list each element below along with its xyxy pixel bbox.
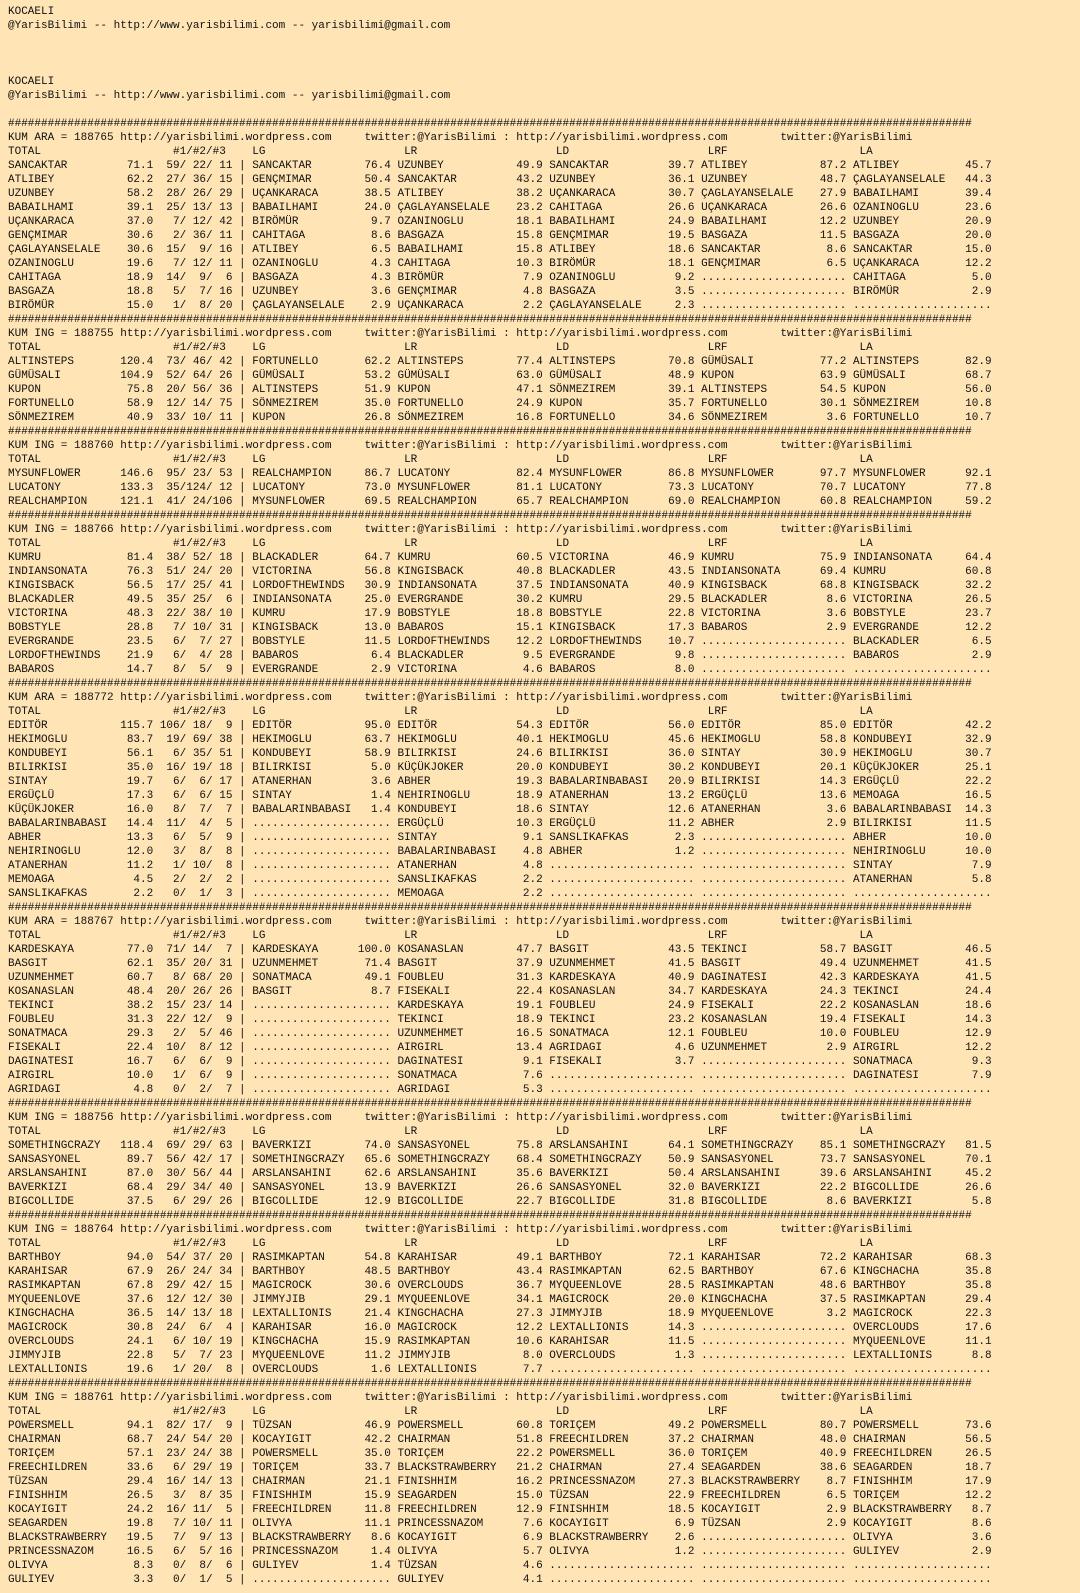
- table-row: SOMETHINGCRAZY 118.4 69/ 29/ 63 | BAVERKIZI 74.0 SANSASYONEL 75.8 ARSLANSAHINI 64.1 SOMETHINGCRAZY 85.1 SOMETHINGCRAZY 81.5: [8, 1140, 992, 1152]
- race-id: KUM ARA = 188767: [8, 916, 121, 928]
- race-id: KUM ARA = 188772: [8, 692, 121, 704]
- table-row: KUMRU 81.4 38/ 52/ 18 | BLACKADLER 64.7 KUMRU 60.5 VICTORINA 46.9 KUMRU 75.9 INDIANSONATA 64.4: [8, 552, 992, 564]
- table-header-row: TOTAL #1/#2/#3 LG LR LD LRF LA: [8, 1406, 873, 1418]
- section-divider: ##################################################################################################################################################: [8, 118, 972, 130]
- blog-link: http://yarisbilimi.wordpress.com: [120, 1224, 365, 1236]
- race-id: KUM ING = 188764: [8, 1224, 121, 1236]
- twitter-link: twitter:@YarisBilimi : http://yarisbilimi.wordpress.com twitter:@YarisBilimi: [364, 440, 913, 452]
- blog-link: http://yarisbilimi.wordpress.com: [120, 328, 365, 340]
- contact-line: @YarisBilimi -- http://www.yarisbilimi.com -- yarisbilimi@gmail.com: [8, 90, 451, 102]
- table-row: HEKIMOGLU 83.7 19/ 69/ 38 | HEKIMOGLU 63.7 HEKIMOGLU 40.1 HEKIMOGLU 45.6 HEKIMOGLU 58.8 KONDUBEYI 32.9: [8, 734, 992, 746]
- race-header: [8, 439, 1072, 453]
- table-row: FOUBLEU 31.3 22/ 12/ 9 | ..................... TEKINCI 18.9 TEKINCI 23.2 KOSANASLAN 19.4 FISEKALI 14.3: [8, 1014, 992, 1026]
- table-row: LORDOFTHEWINDS 21.9 6/ 4/ 28 | BABAROS 6.4 BLACKADLER 9.5 EVERGRANDE 9.8 ...................... BABAROS 2.9: [8, 650, 992, 662]
- table-header-row: TOTAL #1/#2/#3 LG LR LD LRF LA: [8, 930, 873, 942]
- table-row: FREECHILDREN 33.6 6/ 29/ 19 | TORIÇEM 33.7 BLACKSTRAWBERRY 21.2 CHAIRMAN 27.4 SEAGARDEN 38.6 SEAGARDEN 18.7: [8, 1462, 992, 1474]
- table-row: KOSANASLAN 48.4 20/ 26/ 26 | BASGIT 8.7 FISEKALI 22.4 KOSANASLAN 34.7 KARDESKAYA 24.3 TEKINCI 24.4: [8, 986, 992, 998]
- table-row: INDIANSONATA 76.3 51/ 24/ 20 | VICTORINA 56.8 KINGISBACK 40.8 BLACKADLER 43.5 INDIANSONATA 69.4 KUMRU 60.8: [8, 566, 992, 578]
- table-row: MYSUNFLOWER 146.6 95/ 23/ 53 | REALCHAMPION 86.7 LUCATONY 82.4 MYSUNFLOWER 86.8 MYSUNFLOWER 97.7 MYSUNFLOWER 92.1: [8, 468, 992, 480]
- race-header: [8, 915, 1072, 929]
- table-row: OVERCLOUDS 24.1 6/ 10/ 19 | KINGCHACHA 15.9 RASIMKAPTAN 10.6 KARAHISAR 11.5 ...................... MYQUEENLOVE 11.1: [8, 1336, 992, 1348]
- table-row: BASGIT 62.1 35/ 20/ 31 | UZUNMEHMET 71.4 BASGIT 37.9 UZUNMEHMET 41.5 BASGIT 49.4 UZUNMEHMET 41.5: [8, 958, 992, 970]
- blog-link: http://yarisbilimi.wordpress.com: [120, 916, 365, 928]
- twitter-link: twitter:@YarisBilimi : http://yarisbilimi.wordpress.com twitter:@YarisBilimi: [364, 1392, 913, 1404]
- race-header: [8, 1223, 1072, 1237]
- contact-line: @YarisBilimi -- http://www.yarisbilimi.com -- yarisbilimi@gmail.com: [8, 20, 451, 32]
- table-row: KARAHISAR 67.9 26/ 24/ 34 | BARTHBOY 48.5 BARTHBOY 43.4 RASIMKAPTAN 62.5 BARTHBOY 67.6 KINGCHACHA 35.8: [8, 1266, 992, 1278]
- table-row: LEXTALLIONIS 19.6 1/ 20/ 8 | OVERCLOUDS 1.6 LEXTALLIONIS 7.7 ...................... ...................... .....................: [8, 1364, 992, 1376]
- table-row: MAGICROCK 30.8 24/ 6/ 4 | KARAHISAR 16.0 MAGICROCK 12.2 LEXTALLIONIS 14.3 ...................... OVERCLOUDS 17.6: [8, 1322, 992, 1334]
- race-id: KUM ING = 188766: [8, 524, 121, 536]
- table-row: UZUNBEY 58.2 28/ 26/ 29 | UÇANKARACA 38.5 ATLIBEY 38.2 UÇANKARACA 30.7 ÇAGLAYANSELALE 27.9 BABAILHAMI 39.4: [8, 188, 992, 200]
- city-title: KOCAELI: [8, 6, 55, 18]
- table-header-row: TOTAL #1/#2/#3 LG LR LD LRF LA: [8, 146, 873, 158]
- table-row: EVERGRANDE 23.5 6/ 7/ 27 | BOBSTYLE 11.5 LORDOFTHEWINDS 12.2 LORDOFTHEWINDS 10.7 ...................... BLACKADLER 6.5: [8, 636, 992, 648]
- table-row: BASGAZA 18.8 5/ 7/ 16 | UZUNBEY 3.6 GENÇMIMAR 4.8 BASGAZA 3.5 ...................... BIRÖMÜR 2.9: [8, 286, 992, 298]
- table-row: KOCAYIGIT 24.2 16/ 11/ 5 | FREECHILDREN 11.8 FREECHILDREN 12.9 FINISHHIM 18.5 KOCAYIGIT 2.9 BLACKSTRAWBERRY 8.7: [8, 1504, 992, 1516]
- table-row: FISEKALI 22.4 10/ 8/ 12 | ..................... AIRGIRL 13.4 AGRIDAGI 4.6 UZUNMEHMET 2.9 AIRGIRL 12.2: [8, 1042, 992, 1054]
- twitter-link: twitter:@YarisBilimi : http://yarisbilimi.wordpress.com twitter:@YarisBilimi: [364, 1224, 913, 1236]
- table-row: OZANINOGLU 19.6 7/ 12/ 11 | OZANINOGLU 4.3 CAHITAGA 10.3 BIRÖMÜR 18.1 GENÇMIMAR 6.5 UÇANKARACA 12.2: [8, 258, 992, 270]
- table-row: KINGISBACK 56.5 17/ 25/ 41 | LORDOFTHEWINDS 30.9 INDIANSONATA 37.5 INDIANSONATA 40.9 KINGISBACK 68.8 KINGISBACK 32.2: [8, 580, 992, 592]
- section-divider: ##################################################################################################################################################: [8, 1098, 972, 1110]
- table-header-row: TOTAL #1/#2/#3 LG LR LD LRF LA: [8, 1126, 873, 1138]
- race-header: [8, 523, 1072, 537]
- blog-link: http://yarisbilimi.wordpress.com: [120, 1112, 365, 1124]
- table-row: AGRIDAGI 4.8 0/ 2/ 7 | ..................... AGRIDAGI 5.3 ...................... ...................... .....................: [8, 1084, 992, 1096]
- race-header: [8, 691, 1072, 705]
- table-row: POWERSMELL 94.1 82/ 17/ 9 | TÜZSAN 46.9 POWERSMELL 60.8 TORIÇEM 49.2 POWERSMELL 80.7 POWERSMELL 73.6: [8, 1420, 992, 1432]
- table-row: FORTUNELLO 58.9 12/ 14/ 75 | SÖNMEZIREM 35.0 FORTUNELLO 24.9 KUPON 35.7 FORTUNELLO 30.1 SÖNMEZIREM 10.8: [8, 398, 992, 410]
- twitter-link: twitter:@YarisBilimi : http://yarisbilimi.wordpress.com twitter:@YarisBilimi: [364, 916, 913, 928]
- table-row: DAGINATESI 16.7 6/ 6/ 9 | ..................... DAGINATESI 9.1 FISEKALI 3.7 ...................... SONATMACA 9.3: [8, 1056, 992, 1068]
- race-header: [8, 131, 1072, 145]
- table-row: FINISHHIM 26.5 3/ 8/ 35 | FINISHHIM 15.9 SEAGARDEN 15.0 TÜZSAN 22.9 FREECHILDREN 6.5 TORIÇEM 12.2: [8, 1490, 992, 1502]
- section-divider: ##################################################################################################################################################: [8, 510, 972, 522]
- table-row: KUPON 75.8 20/ 56/ 36 | ALTINSTEPS 51.9 KUPON 47.1 SÖNMEZIREM 39.1 ALTINSTEPS 54.5 KUPON 56.0: [8, 384, 992, 396]
- race-id: KUM ING = 188755: [8, 328, 121, 340]
- table-row: ATLIBEY 62.2 27/ 36/ 15 | GENÇMIMAR 50.4 SANCAKTAR 43.2 UZUNBEY 36.1 UZUNBEY 48.7 ÇAGLAYANSELALE 44.3: [8, 174, 992, 186]
- table-row: BILIRKISI 35.0 16/ 19/ 18 | BILIRKISI 5.0 KÜÇÜKJOKER 20.0 KONDUBEYI 30.2 KONDUBEYI 20.1 KÜÇÜKJOKER 25.1: [8, 762, 992, 774]
- race-header: [8, 327, 1072, 341]
- twitter-link: twitter:@YarisBilimi : http://yarisbilimi.wordpress.com twitter:@YarisBilimi: [364, 1112, 913, 1124]
- table-row: BIRÖMÜR 15.0 1/ 8/ 20 | ÇAGLAYANSELALE 2.9 UÇANKARACA 2.2 ÇAGLAYANSELALE 2.3 ...................... .....................: [8, 300, 992, 312]
- table-row: ARSLANSAHINI 87.0 30/ 56/ 44 | ARSLANSAHINI 62.6 ARSLANSAHINI 35.6 BAVERKIZI 50.4 ARSLANSAHINI 39.6 ARSLANSAHINI 45.2: [8, 1168, 992, 1180]
- table-row: GULIYEV 3.3 0/ 1/ 5 | ..................... GULIYEV 4.1 ...................... ...................... .....................: [8, 1574, 992, 1586]
- table-row: BLACKADLER 49.5 35/ 25/ 6 | INDIANSONATA 25.0 EVERGRANDE 30.2 KUMRU 29.5 BLACKADLER 8.6 VICTORINA 26.5: [8, 594, 992, 606]
- section-divider: ##################################################################################################################################################: [8, 314, 972, 326]
- table-row: BOBSTYLE 28.8 7/ 10/ 31 | KINGISBACK 13.0 BABAROS 15.1 KINGISBACK 17.3 BABAROS 2.9 EVERGRANDE 12.2: [8, 622, 992, 634]
- table-row: ÇAGLAYANSELALE 30.6 15/ 9/ 16 | ATLIBEY 6.5 BABAILHAMI 15.8 ATLIBEY 18.6 SANCAKTAR 8.6 SANCAKTAR 15.0: [8, 244, 992, 256]
- table-row: ALTINSTEPS 120.4 73/ 46/ 42 | FORTUNELLO 62.2 ALTINSTEPS 77.4 ALTINSTEPS 70.8 GÜMÜSALI 77.2 ALTINSTEPS 82.9: [8, 356, 992, 368]
- twitter-link: twitter:@YarisBilimi : http://yarisbilimi.wordpress.com twitter:@YarisBilimi: [364, 132, 913, 144]
- table-row: SINTAY 19.7 6/ 6/ 17 | ATANERHAN 3.6 ABHER 19.3 BABALARINBABASI 20.9 BILIRKISI 14.3 ERGÜÇLÜ 22.2: [8, 776, 992, 788]
- table-row: TORIÇEM 57.1 23/ 24/ 38 | POWERSMELL 35.0 TORIÇEM 22.2 POWERSMELL 36.0 TORIÇEM 40.9 FREECHILDREN 26.5: [8, 1448, 992, 1460]
- table-row: VICTORINA 48.3 22/ 38/ 10 | KUMRU 17.9 BOBSTYLE 18.8 BOBSTYLE 22.8 VICTORINA 3.6 BOBSTYLE 23.7: [8, 608, 992, 620]
- table-row: BABALARINBABASI 14.4 11/ 4/ 5 | ..................... ERGÜÇLÜ 10.3 ERGÜÇLÜ 11.2 ABHER 2.9 BILIRKISI 11.5: [8, 818, 992, 830]
- race-header: [8, 1391, 1072, 1405]
- table-header-row: TOTAL #1/#2/#3 LG LR LD LRF LA: [8, 342, 873, 354]
- table-header-row: TOTAL #1/#2/#3 LG LR LD LRF LA: [8, 538, 873, 550]
- section-divider: ##################################################################################################################################################: [8, 426, 972, 438]
- table-row: SEAGARDEN 19.8 7/ 10/ 11 | OLIVYA 11.1 PRINCESSNAZOM 7.6 KOCAYIGIT 6.9 TÜZSAN 2.9 KOCAYIGIT 8.6: [8, 1518, 992, 1530]
- table-row: KONDUBEYI 56.1 6/ 35/ 51 | KONDUBEYI 58.9 BILIRKISI 24.6 BILIRKISI 36.0 SINTAY 30.9 HEKIMOGLU 30.7: [8, 748, 992, 760]
- table-row: GÜMÜSALI 104.9 52/ 64/ 26 | GÜMÜSALI 53.2 GÜMÜSALI 63.0 GÜMÜSALI 48.9 KUPON 63.9 GÜMÜSALI 68.7: [8, 370, 992, 382]
- race-id: KUM ING = 188761: [8, 1392, 121, 1404]
- table-row: KINGCHACHA 36.5 14/ 13/ 18 | LEXTALLIONIS 21.4 KINGCHACHA 27.3 JIMMYJIB 18.9 MYQUEENLOVE 3.2 MAGICROCK 22.3: [8, 1308, 992, 1320]
- table-row: NEHIRINOGLU 12.0 3/ 8/ 8 | ..................... BABALARINBABASI 4.8 ABHER 1.2 ...................... NEHIRINOGLU 10.0: [8, 846, 992, 858]
- table-row: BABAILHAMI 39.1 25/ 13/ 13 | BABAILHAMI 24.0 ÇAGLAYANSELALE 23.2 CAHITAGA 26.6 UÇANKARACA 26.6 OZANINOGLU 23.6: [8, 202, 992, 214]
- twitter-link: twitter:@YarisBilimi : http://yarisbilimi.wordpress.com twitter:@YarisBilimi: [364, 328, 913, 340]
- table-row: BLACKSTRAWBERRY 19.5 7/ 9/ 13 | BLACKSTRAWBERRY 8.6 KOCAYIGIT 6.9 BLACKSTRAWBERRY 2.6 ...................... OLIVYA 3.6: [8, 1532, 992, 1544]
- table-row: ERGÜÇLÜ 17.3 6/ 6/ 15 | SINTAY 1.4 NEHIRINOGLU 18.9 ATANERHAN 13.2 ERGÜÇLÜ 13.6 MEMOAGA 16.5: [8, 790, 992, 802]
- table-row: PRINCESSNAZOM 16.5 6/ 5/ 16 | PRINCESSNAZOM 1.4 OLIVYA 5.7 OLIVYA 1.2 ...................... GULIYEV 2.9: [8, 1546, 992, 1558]
- section-divider: ##################################################################################################################################################: [8, 1378, 972, 1390]
- race-id: KUM ING = 188760: [8, 440, 121, 452]
- twitter-link: twitter:@YarisBilimi : http://yarisbilimi.wordpress.com twitter:@YarisBilimi: [364, 524, 913, 536]
- table-header-row: TOTAL #1/#2/#3 LG LR LD LRF LA: [8, 706, 873, 718]
- table-row: MEMOAGA 4.5 2/ 2/ 2 | ..................... SANSLIKAFKAS 2.2 ...................... ...................... ATANERHAN 5.8: [8, 874, 992, 886]
- blog-link: http://yarisbilimi.wordpress.com: [120, 440, 365, 452]
- table-row: SANCAKTAR 71.1 59/ 22/ 11 | SANCAKTAR 76.4 UZUNBEY 49.9 SANCAKTAR 39.7 ATLIBEY 87.2 ATLIBEY 45.7: [8, 160, 992, 172]
- table-row: MYQUEENLOVE 37.6 12/ 12/ 30 | JIMMYJIB 29.1 MYQUEENLOVE 34.1 MAGICROCK 20.0 KINGCHACHA 37.5 RASIMKAPTAN 29.4: [8, 1294, 992, 1306]
- table-row: CHAIRMAN 68.7 24/ 54/ 20 | KOCAYIGIT 42.2 CHAIRMAN 51.8 FREECHILDREN 37.2 CHAIRMAN 48.0 CHAIRMAN 56.5: [8, 1434, 992, 1446]
- blog-link: http://yarisbilimi.wordpress.com: [120, 132, 365, 144]
- table-row: OLIVYA 8.3 0/ 8/ 6 | GULIYEV 1.4 TÜZSAN 4.6 ...................... ...................... .....................: [8, 1560, 992, 1572]
- table-row: TÜZSAN 29.4 16/ 14/ 13 | CHAIRMAN 21.1 FINISHHIM 16.2 PRINCESSNAZOM 27.3 BLACKSTRAWBERRY 8.7 FINISHHIM 17.9: [8, 1476, 992, 1488]
- table-row: GENÇMIMAR 30.6 2/ 36/ 11 | CAHITAGA 8.6 BASGAZA 15.8 GENÇMIMAR 19.5 BASGAZA 11.5 BASGAZA 20.0: [8, 230, 992, 242]
- section-divider: ##################################################################################################################################################: [8, 1210, 972, 1222]
- race-id: KUM ING = 188756: [8, 1112, 121, 1124]
- table-row: UZUNMEHMET 60.7 8/ 68/ 20 | SONATMACA 49.1 FOUBLEU 31.3 KARDESKAYA 40.9 DAGINATESI 42.3 KARDESKAYA 41.5: [8, 972, 992, 984]
- table-row: SANSLIKAFKAS 2.2 0/ 1/ 3 | ..................... MEMOAGA 2.2 ...................... ...................... .....................: [8, 888, 992, 900]
- blog-link: http://yarisbilimi.wordpress.com: [120, 524, 365, 536]
- table-row: KÜÇÜKJOKER 16.0 8/ 7/ 7 | BABALARINBABASI 1.4 KONDUBEYI 18.6 SINTAY 12.6 ATANERHAN 3.6 BABALARINBABASI 14.3: [8, 804, 992, 816]
- blog-link: http://yarisbilimi.wordpress.com: [120, 692, 365, 704]
- table-row: AIRGIRL 10.0 1/ 6/ 9 | ..................... SONATMACA 7.6 ...................... ...................... DAGINATESI 7.9: [8, 1070, 992, 1082]
- section-divider: ##################################################################################################################################################: [8, 678, 972, 690]
- table-row: BIGCOLLIDE 37.5 6/ 29/ 26 | BIGCOLLIDE 12.9 BIGCOLLIDE 22.7 BIGCOLLIDE 31.8 BIGCOLLIDE 8.6 BAVERKIZI 5.8: [8, 1196, 992, 1208]
- table-row: JIMMYJIB 22.8 5/ 7/ 23 | MYQUEENLOVE 11.2 JIMMYJIB 8.0 OVERCLOUDS 1.3 ...................... LEXTALLIONIS 8.8: [8, 1350, 992, 1362]
- table-row: LUCATONY 133.3 35/124/ 12 | LUCATONY 73.0 MYSUNFLOWER 81.1 LUCATONY 73.3 LUCATONY 70.7 LUCATONY 77.8: [8, 482, 992, 494]
- section-divider: ##################################################################################################################################################: [8, 902, 972, 914]
- table-row: BAVERKIZI 68.4 29/ 34/ 40 | SANSASYONEL 13.9 BAVERKIZI 26.6 SANSASYONEL 32.0 BAVERKIZI 22.2 BIGCOLLIDE 26.6: [8, 1182, 992, 1194]
- race-id: KUM ARA = 188765: [8, 132, 121, 144]
- table-row: CAHITAGA 18.9 14/ 9/ 6 | BASGAZA 4.3 BIRÖMÜR 7.9 OZANINOGLU 9.2 ...................... CAHITAGA 5.0: [8, 272, 992, 284]
- table-row: SÖNMEZIREM 40.9 33/ 10/ 11 | KUPON 26.8 SÖNMEZIREM 16.8 FORTUNELLO 34.6 SÖNMEZIREM 3.6 FORTUNELLO 10.7: [8, 412, 992, 424]
- table-row: BABAROS 14.7 8/ 5/ 9 | EVERGRANDE 2.9 VICTORINA 4.6 BABAROS 8.0 ...................... .....................: [8, 664, 992, 676]
- table-row: BARTHBOY 94.0 54/ 37/ 20 | RASIMKAPTAN 54.8 KARAHISAR 49.1 BARTHBOY 72.1 KARAHISAR 72.2 KARAHISAR 68.3: [8, 1252, 992, 1264]
- table-row: EDITÖR 115.7 106/ 18/ 9 | EDITÖR 95.0 EDITÖR 54.3 EDITÖR 56.0 EDITÖR 85.0 EDITÖR 42.2: [8, 720, 992, 732]
- blog-link: http://yarisbilimi.wordpress.com: [120, 1392, 365, 1404]
- table-row: SANSASYONEL 89.7 56/ 42/ 17 | SOMETHINGCRAZY 65.6 SOMETHINGCRAZY 68.4 SOMETHINGCRAZY 50.9 SANSASYONEL 73.7 SANSASYONEL 70.1: [8, 1154, 992, 1166]
- table-header-row: TOTAL #1/#2/#3 LG LR LD LRF LA: [8, 454, 873, 466]
- table-header-row: TOTAL #1/#2/#3 LG LR LD LRF LA: [8, 1238, 873, 1250]
- table-row: TEKINCI 38.2 15/ 23/ 14 | ..................... KARDESKAYA 19.1 FOUBLEU 24.9 FISEKALI 22.2 KOSANASLAN 18.6: [8, 1000, 992, 1012]
- table-row: SONATMACA 29.3 2/ 5/ 46 | ..................... UZUNMEHMET 16.5 SONATMACA 12.1 FOUBLEU 10.0 FOUBLEU 12.9: [8, 1028, 992, 1040]
- race-header: [8, 1111, 1072, 1125]
- race-sections: [8, 117, 1072, 1587]
- city-title: KOCAELI: [8, 76, 55, 88]
- table-row: KARDESKAYA 77.0 71/ 14/ 7 | KARDESKAYA 100.0 KOSANASLAN 47.7 BASGIT 43.5 TEKINCI 58.7 BASGIT 46.5: [8, 944, 992, 956]
- table-row: ABHER 13.3 6/ 5/ 9 | ..................... SINTAY 9.1 SANSLIKAFKAS 2.3 ...................... ABHER 10.0: [8, 832, 992, 844]
- table-row: RASIMKAPTAN 67.8 29/ 42/ 15 | MAGICROCK 30.6 OVERCLOUDS 36.7 MYQUEENLOVE 28.5 RASIMKAPTAN 48.6 BARTHBOY 35.8: [8, 1280, 992, 1292]
- twitter-link: twitter:@YarisBilimi : http://yarisbilimi.wordpress.com twitter:@YarisBilimi: [364, 692, 913, 704]
- table-row: REALCHAMPION 121.1 41/ 24/106 | MYSUNFLOWER 69.5 REALCHAMPION 65.7 REALCHAMPION 69.0 REALCHAMPION 60.8 REALCHAMPION 59.2: [8, 496, 992, 508]
- table-row: ATANERHAN 11.2 1/ 10/ 8 | ..................... ATANERHAN 4.8 ...................... ...................... SINTAY 7.9: [8, 860, 992, 872]
- table-row: UÇANKARACA 37.0 7/ 12/ 42 | BIRÖMÜR 9.7 OZANINOGLU 18.1 BABAILHAMI 24.9 BABAILHAMI 12.2 UZUNBEY 20.9: [8, 216, 992, 228]
